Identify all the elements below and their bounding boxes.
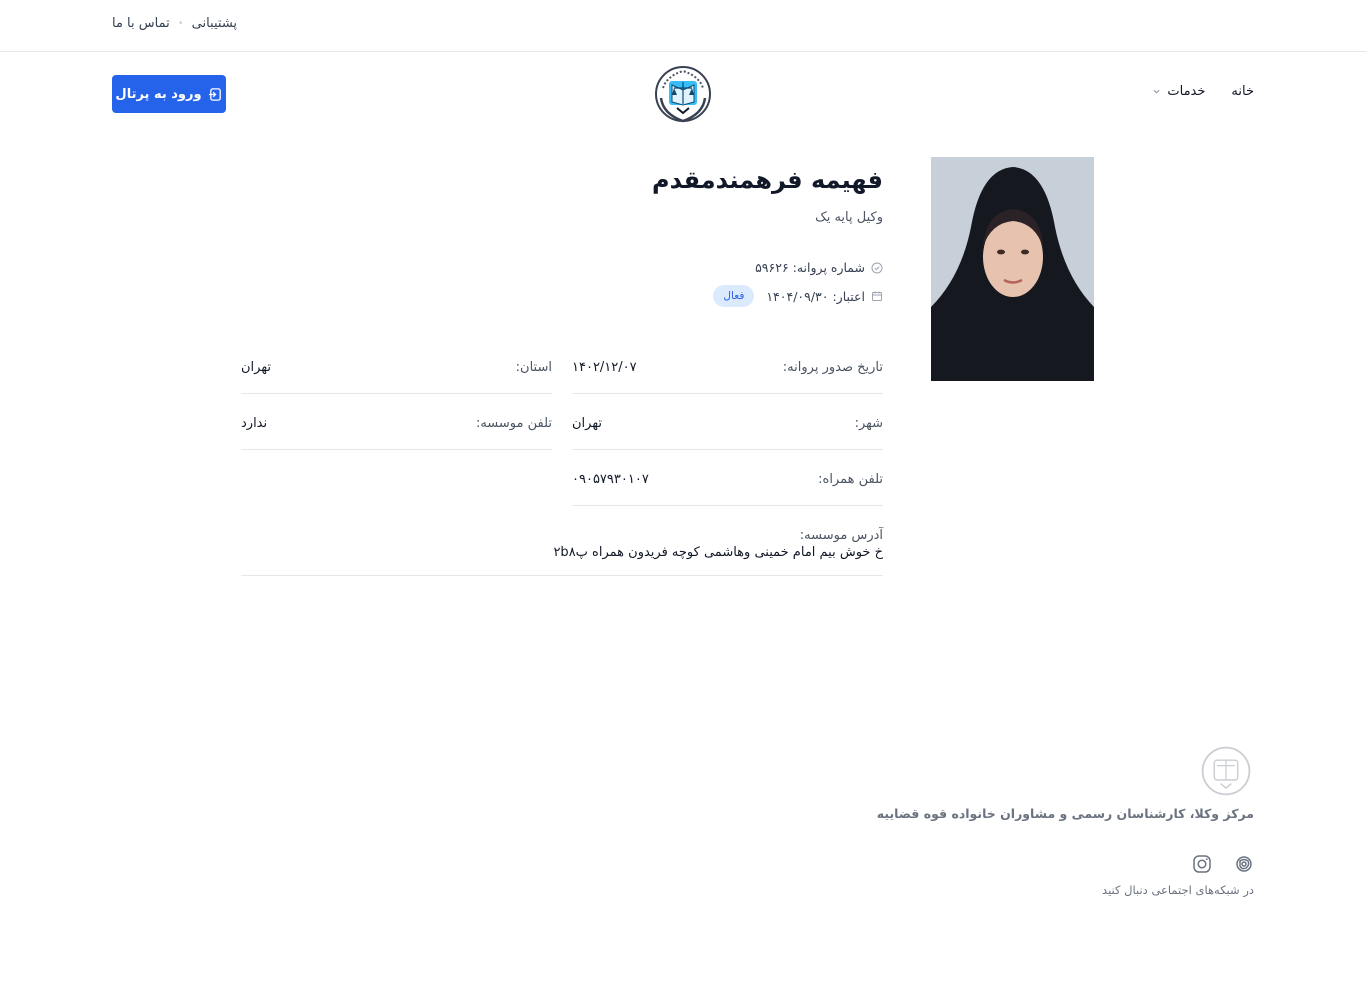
- lawyer-name: فهیمه فرهمندمقدم: [652, 166, 883, 194]
- portal-login-button[interactable]: [112, 75, 226, 113]
- instagram-icon[interactable]: [1192, 854, 1212, 874]
- footer-logo: [1199, 744, 1253, 798]
- city-label: شهر:: [854, 416, 883, 431]
- top-links: [112, 16, 237, 31]
- city-field: [572, 416, 883, 450]
- office-phone-field: [241, 416, 552, 450]
- separator-dot: •: [177, 18, 184, 29]
- calendar-icon: [871, 290, 883, 302]
- main-nav: [1152, 84, 1254, 99]
- province-value: تهران: [241, 360, 271, 375]
- nav-services-label: خدمات: [1167, 84, 1206, 99]
- judiciary-logo[interactable]: [653, 64, 713, 124]
- issue-date-value: ۱۴۰۲/۱۲/۰۷: [572, 360, 637, 375]
- validity-row: [713, 285, 883, 307]
- portal-login-label: ورود به پرتال: [115, 86, 202, 102]
- address-value: خ خوش بیم امام خمینی وهاشمی کوچه فریدون همراه پ۲b۸: [553, 545, 883, 560]
- lawyer-photo: [931, 157, 1094, 381]
- address-label: آدرس موسسه:: [799, 528, 883, 543]
- follow-note: در شبکه‌های اجتماعی دنبال کنید: [1102, 883, 1254, 897]
- social-links: [1192, 854, 1254, 874]
- address-field: [241, 528, 883, 576]
- lawyer-rank: وکیل پایه یک: [815, 210, 883, 225]
- office-phone-label: تلفن موسسه:: [475, 416, 552, 431]
- footer-title: مرکز وکلا، کارشناسان رسمی و مشاوران خانواده قوه قضاییه: [876, 806, 1254, 821]
- license-number: شماره پروانه: ۵۹۶۲۶: [755, 260, 865, 275]
- issue-date-field: [572, 360, 883, 394]
- mobile-field: [572, 472, 883, 506]
- city-value: تهران: [572, 416, 602, 431]
- bale-icon[interactable]: [1234, 854, 1254, 874]
- top-bar: [0, 0, 1366, 52]
- chevron-down-icon: [1152, 87, 1161, 96]
- support-link[interactable]: پشتیبانی: [191, 16, 238, 31]
- mobile-value: ۰۹۰۵۷۹۳۰۱۰۷: [572, 472, 649, 487]
- office-phone-value: ندارد: [241, 416, 268, 431]
- province-label: استان:: [515, 360, 552, 375]
- check-circle-icon: [871, 262, 883, 274]
- status-badge: فعال: [713, 285, 754, 307]
- mobile-label: تلفن همراه:: [818, 472, 883, 487]
- login-icon: [208, 87, 223, 102]
- nav-services[interactable]: [1152, 84, 1205, 99]
- nav-home-label: خانه: [1231, 84, 1254, 99]
- contact-link[interactable]: تماس با ما: [112, 16, 170, 31]
- nav-home[interactable]: [1231, 84, 1254, 99]
- license-number-row: [755, 260, 883, 275]
- validity-date: اعتبار: ۱۴۰۴/۰۹/۳۰: [766, 288, 865, 304]
- province-field: [241, 360, 552, 394]
- issue-date-label: تاریخ صدور پروانه:: [782, 360, 883, 375]
